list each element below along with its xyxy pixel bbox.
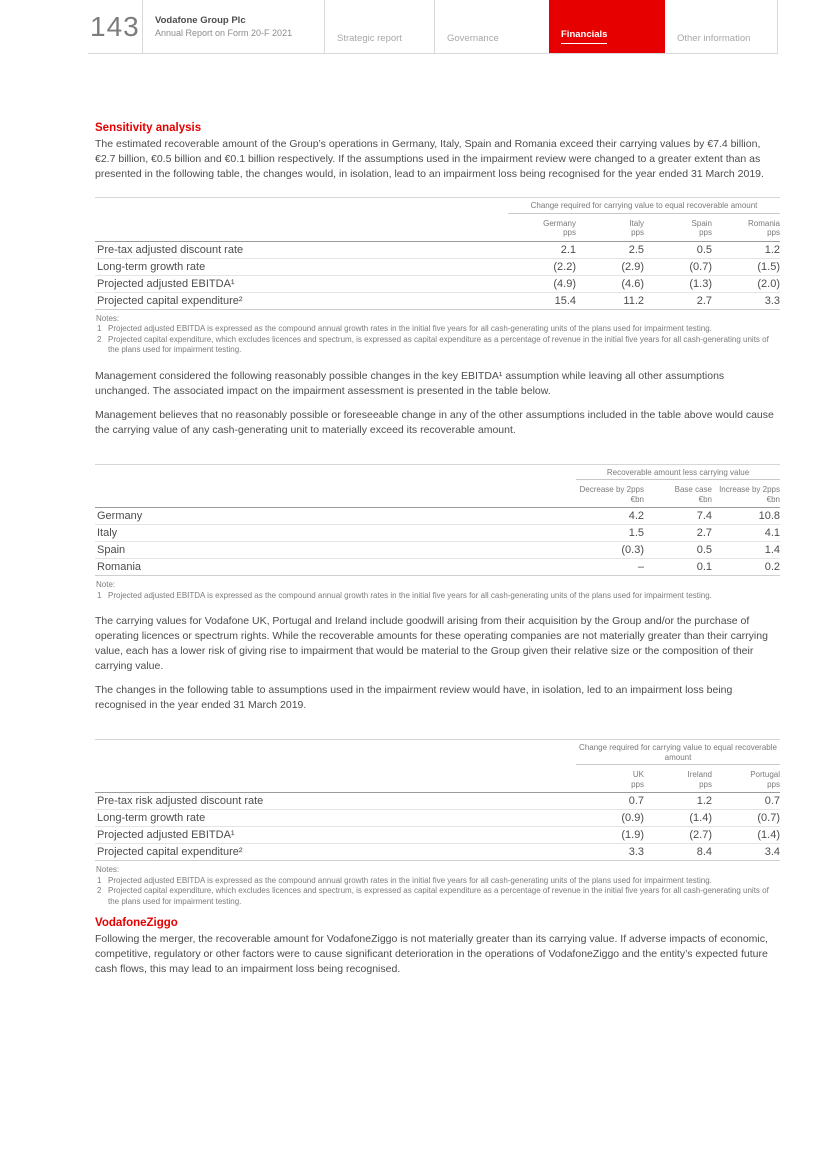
- table-span-header: Change required for carrying value to equal recoverable amount: [508, 201, 780, 214]
- table-row: [95, 507, 780, 524]
- row-label: Pre-tax adjusted discount rate: [97, 243, 244, 256]
- table-row: [95, 541, 780, 558]
- cell-value: 7.4: [696, 510, 712, 522]
- column-header-germany: Germany pps: [543, 218, 576, 237]
- column-header-decrease: Decrease by 2pps €bn: [579, 485, 644, 504]
- cell-value: 3.3: [764, 294, 780, 307]
- cell-value: (1.4): [757, 829, 780, 841]
- cell-value: (0.3): [621, 544, 644, 556]
- table-row: [95, 558, 780, 575]
- cell-value: 0.5: [696, 544, 712, 556]
- sensitivity-analysis-heading: Sensitivity analysis: [95, 122, 202, 134]
- cell-value: 0.7: [764, 795, 780, 807]
- table-row: [95, 524, 780, 541]
- cell-value: (1.5): [757, 260, 780, 273]
- cell-value: (4.6): [621, 277, 644, 290]
- page-content: [95, 122, 780, 977]
- cell-value: (2.2): [553, 260, 576, 273]
- tab-financials-active[interactable]: [549, 0, 665, 53]
- table-column-headers: [95, 480, 780, 507]
- cell-value: 11.2: [623, 294, 644, 307]
- report-title-block: [143, 0, 325, 53]
- cell-value: 1.4: [764, 544, 780, 556]
- note-item: 2 Projected capital expenditure, which excludes licences and spectrum, is expressed as capital expenditure as a percentage of revenue in the initial five years for all cash-generating units of the plans used for impairment testing.: [97, 334, 769, 354]
- column-header-italy: Italy pps: [629, 218, 644, 237]
- table-span-header: Change required for carrying value to equal recoverable amount: [576, 743, 780, 765]
- note-item: 1 Projected adjusted EBITDA is expressed as the compound annual growth rates in the initial five years for all cash-generating units of the plans used for impairment testing.: [97, 324, 712, 333]
- table-row: [95, 258, 780, 275]
- row-label: Pre-tax risk adjusted discount rate: [97, 795, 264, 807]
- notes-title: Notes:: [96, 313, 120, 323]
- table-notes: [95, 865, 780, 907]
- note-title: Note:: [96, 580, 116, 589]
- cell-value: 2.7: [696, 527, 712, 539]
- report-subtitle: Annual Report on Form 20-F 2021: [155, 27, 293, 38]
- country-sensitivity-table: [95, 197, 780, 310]
- recoverable-amount-scenario-table: [95, 464, 780, 577]
- row-label: Projected capital expenditure²: [97, 294, 243, 307]
- cell-value: 8.4: [696, 846, 712, 858]
- table-column-headers: [95, 765, 780, 792]
- row-label: Projected adjusted EBITDA¹: [97, 829, 235, 841]
- cell-value: (2.9): [621, 260, 644, 273]
- table-notes: [95, 314, 780, 356]
- row-label: Italy: [97, 527, 118, 539]
- table-row: [95, 292, 780, 309]
- cell-value: 3.3: [628, 846, 644, 858]
- column-header-increase: Increase by 2pps €bn: [719, 485, 780, 504]
- cell-value: (1.9): [621, 829, 644, 841]
- table-row: [95, 843, 780, 860]
- table-row: [95, 792, 780, 809]
- cell-value: 1.2: [764, 243, 780, 256]
- table-span-header-row: [95, 740, 780, 765]
- cell-value: 0.2: [764, 561, 780, 573]
- cell-value: (1.4): [689, 812, 712, 824]
- cell-value: 0.5: [696, 243, 712, 256]
- cell-value: 0.1: [696, 561, 712, 573]
- table-row: [95, 826, 780, 843]
- table-row: [95, 809, 780, 826]
- cell-value: 1.2: [696, 795, 712, 807]
- table-note: [95, 580, 780, 601]
- row-label: Romania: [97, 561, 142, 573]
- page-header: [88, 0, 778, 54]
- paragraph-management-believes: Management believes that no reasonably possible or foreseeable change in any of the other assumptions included in the table above would cause the carrying value of any cash-generating unit to materially exceed its recoverable amount.: [95, 408, 774, 436]
- uk-ireland-portugal-sensitivity-table: [95, 739, 780, 861]
- column-header-portugal: Portugal pps: [750, 770, 780, 789]
- column-header-spain: Spain pps: [691, 218, 712, 237]
- cell-value: (0.9): [621, 812, 644, 824]
- cell-value: 0.7: [628, 795, 644, 807]
- page-number: 143: [88, 0, 143, 53]
- table-row: [95, 241, 780, 258]
- tab-other-information[interactable]: [665, 0, 778, 53]
- table-row: [95, 275, 780, 292]
- paragraph-changes-following-table: The changes in the following table to assumptions used in the impairment review would have, in isolation, led to an impairment loss being recognised in the year ended 31 March 2019.: [95, 684, 733, 711]
- row-label: Long-term growth rate: [97, 260, 206, 273]
- cell-value: (0.7): [689, 260, 712, 273]
- cell-value: (2.0): [757, 277, 780, 290]
- tab-financials-label: Financials: [561, 29, 607, 44]
- paragraph-recoverable-amounts: The estimated recoverable amount of the Group’s operations in Germany, Italy, Spain and Romania exceed their carrying values by €7.4 billion, €2.7 billion, €0.5 billion and €0.1 billion respectively. If the assumptions used in the impairment review were changed to a greater extent than as presented in the following table, the changes would, in isolation, lead to an impairment loss being recognised for the year ended 31 March 2019.: [95, 138, 764, 180]
- notes-title: Notes:: [96, 865, 120, 874]
- tab-governance-label: Governance: [447, 33, 499, 44]
- row-label: Spain: [97, 544, 126, 556]
- cell-value: (1.3): [689, 277, 712, 290]
- column-header-romania: Romania pps: [747, 218, 780, 237]
- table-span-header: Recoverable amount less carrying value: [576, 468, 780, 481]
- cell-value: 2.5: [628, 243, 644, 256]
- cell-value: 4.1: [764, 527, 780, 539]
- cell-value: 1.5: [628, 527, 644, 539]
- cell-value: (0.7): [757, 812, 780, 824]
- tab-strategic-report[interactable]: [325, 0, 435, 53]
- cell-value: (2.7): [689, 829, 712, 841]
- row-label: Projected capital expenditure²: [97, 846, 243, 858]
- cell-value: 2.1: [560, 243, 576, 256]
- table-span-header-row: [95, 465, 780, 481]
- column-header-base-case: Base case €bn: [674, 485, 712, 504]
- paragraph-carrying-values: The carrying values for Vodafone UK, Portugal and Ireland include goodwill arising from their acquisition by the Group and/or the purchase of operating licences or spectrum rights. While the recoverable amounts for these operating companies are not materially greater than their carrying value, each has a lower risk of giving rise to impairment that would be material to the Group given their relative size or the composition of their carrying value.: [95, 615, 768, 672]
- tab-other-information-label: Other information: [677, 33, 751, 44]
- paragraph-vodafoneziggo: Following the merger, the recoverable amount for VodafoneZiggo is not materially greater than its carrying value. If adverse impacts of economic, competitive, regulatory or other factors were to cause significant deterioration in the operations of VodafoneZiggo and the entity’s expected future cash flows, this may lead to an impairment loss being recognised.: [95, 933, 768, 975]
- note-item: 1 Projected adjusted EBITDA is expressed as the compound annual growth rates in the initial five years for all cash-generating units of the plans used for impairment testing.: [97, 590, 712, 600]
- table-span-header-row: [95, 198, 780, 214]
- paragraph-management-considered: Management considered the following reasonably possible changes in the key EBITDA¹ assumption while leaving all other assumptions unchanged. The associated impact on the impairment assessment is presented in the table below.: [95, 369, 725, 397]
- cell-value: 15.4: [554, 294, 576, 307]
- cell-value: 4.2: [628, 510, 644, 522]
- cell-value: 2.7: [696, 294, 712, 307]
- row-label: Long-term growth rate: [97, 812, 206, 824]
- company-name: Vodafone Group Plc: [155, 14, 246, 26]
- tab-strategic-report-label: Strategic report: [337, 33, 402, 44]
- cell-value: (4.9): [553, 277, 576, 290]
- table-column-headers: [95, 214, 780, 241]
- column-header-ireland: Ireland pps: [687, 770, 712, 789]
- row-label: Germany: [97, 510, 143, 522]
- note-item: 2 Projected capital expenditure, which excludes licences and spectrum, is expressed as capital expenditure as a percentage of revenue in the initial five years for all cash-generating units of the plans used for impairment testing.: [97, 886, 769, 906]
- note-item: 1 Projected adjusted EBITDA is expressed as the compound annual growth rates in the initial five years for all cash-generating units of the plans used for impairment testing.: [97, 875, 712, 885]
- cell-value: –: [637, 561, 644, 573]
- column-header-uk: UK pps: [631, 770, 644, 789]
- cell-value: 3.4: [764, 846, 780, 858]
- tab-governance[interactable]: [435, 0, 549, 53]
- vodafoneziggo-heading: VodafoneZiggo: [95, 917, 178, 929]
- row-label: Projected adjusted EBITDA¹: [97, 277, 235, 290]
- cell-value: 10.8: [758, 510, 780, 522]
